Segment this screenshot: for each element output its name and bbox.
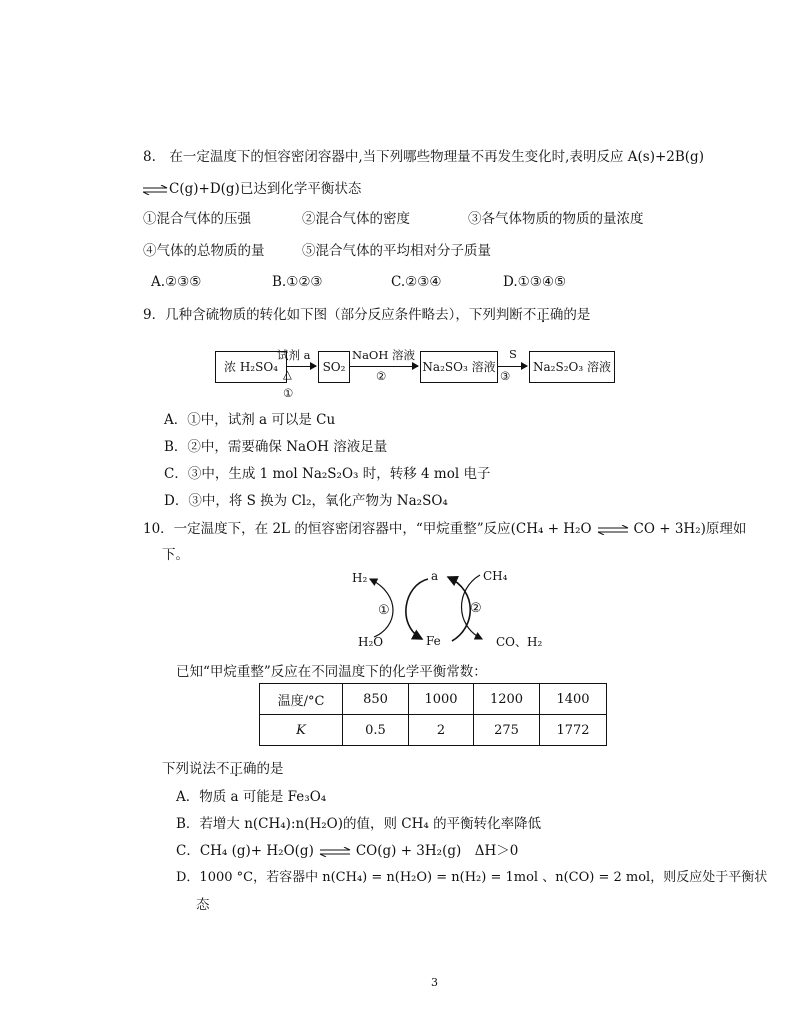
page-number: 3	[431, 976, 438, 989]
table-cell: 1200	[474, 684, 540, 715]
box-na2s2o3: Na₂S₂O₃ 溶液	[529, 351, 615, 383]
q10-option-b: B．若增大 n(CH₄):n(H₂O)的值，则 CH₄ 的平衡转化率降低	[176, 816, 542, 832]
equilibrium-arrow-icon	[143, 185, 169, 195]
label-a: a	[431, 569, 439, 583]
arrow-3-number: ③	[500, 369, 511, 383]
q10-option-c-right: CO(g) + 3H₂(g) ΔH＞0	[355, 843, 519, 859]
label-ch4: CH₄	[483, 569, 508, 583]
arrow-2	[349, 366, 418, 367]
box-so2: SO₂	[318, 351, 350, 383]
q9-stem-suffix: 的是	[563, 307, 591, 323]
label-co-h2: CO、H₂	[496, 635, 543, 649]
q9-stem-prefix: 9．几种含硫物质的转化如下图（部分反应条件略去），下列判断	[143, 307, 523, 323]
q9-stem	[143, 306, 590, 324]
arrow-1-heat: △	[283, 367, 292, 381]
q10-question-suffix: 的是	[256, 761, 284, 777]
label-fe: Fe	[426, 634, 441, 648]
q10-option-a: A．物质 a 可能是 Fe₃O₄	[176, 789, 327, 805]
q10-known-text: 已知“甲烷重整”反应在不同温度下的化学平衡常数：	[176, 664, 487, 680]
q8-item-1: ①混合气体的压强	[143, 211, 251, 227]
q10-stem-line1-a: 10．一定温度下，在 2L 的恒容密闭容器中，“甲烷重整”反应(CH₄ + H₂O	[143, 521, 592, 537]
q9-option-a: A．①中，试剂 a 可以是 Cu	[164, 412, 336, 428]
q8-item-2: ②混合气体的密度	[302, 211, 410, 227]
table-cell: 1772	[540, 715, 607, 746]
arrow-2-number: ②	[376, 369, 387, 383]
arrow-3	[497, 366, 527, 367]
q8-option-a: A.②③⑤	[151, 274, 202, 290]
q8-stem-line2-wrap	[143, 180, 361, 198]
arrow-3-top-label: S	[509, 347, 517, 361]
q10-stem-line1-b: CO + 3H₂)原理如	[633, 521, 747, 537]
table-cell: 850	[343, 684, 409, 715]
q10-option-d-line2: 态	[196, 897, 210, 913]
q8-item-4: ④气体的总物质的量	[143, 243, 265, 259]
q9-stem-emphasis: 不正确	[522, 307, 564, 323]
table-cell: 1400	[540, 684, 607, 715]
q10-option-c-left: C．CH₄ (g)+ H₂O(g)	[176, 843, 314, 859]
table-row	[260, 684, 607, 715]
q8-item-3: ③各气体物质的物质的量浓度	[468, 211, 644, 227]
q10-option-c	[176, 842, 518, 860]
arrow-1-top-label: 试剂 a	[277, 348, 311, 362]
q10-question	[162, 760, 284, 778]
q9-option-c: C．③中，生成 1 mol Na₂S₂O₃ 时，转移 4 mol 电子	[164, 466, 491, 482]
q10-stem-line2: 下。	[162, 547, 189, 563]
q8-stem-line1: 8. 在一定温度下的恒容密闭容器中,当下列哪些物理量不再发生变化时,表明反应 A(s)+2B(g)	[143, 149, 704, 165]
q8-stem-line2: C(g)+D(g)已达到化学平衡状态	[169, 181, 362, 197]
label-step-1: ①	[378, 603, 390, 618]
q10-question-prefix: 下列说法	[162, 761, 216, 777]
cycle-right-arc	[448, 577, 470, 641]
q8-option-d: D.①③④⑤	[503, 274, 567, 290]
box-conc-h2so4: 浓 H₂SO₄	[215, 351, 287, 383]
arrow-2-top-label: NaOH 溶液	[352, 348, 416, 362]
q8-option-b: B.①②③	[272, 274, 323, 290]
label-step-2: ②	[470, 601, 482, 616]
q10-question-emphasis: 不正确	[216, 761, 257, 777]
table-header-temp: 温度/°C	[260, 684, 343, 715]
equilibrium-arrow-icon	[596, 525, 630, 535]
q9-option-b: B．②中，需要确保 NaOH 溶液足量	[164, 439, 388, 455]
label-h2: H₂	[352, 571, 368, 585]
q8-option-c: C.②③④	[391, 274, 442, 290]
table-cell: 0.5	[343, 715, 409, 746]
equilibrium-constant-table	[259, 683, 607, 746]
arrow-1-number: ①	[283, 386, 294, 400]
q8-item-5: ⑤混合气体的平均相对分子质量	[302, 243, 491, 259]
table-header-k: K	[260, 715, 343, 746]
table-cell: 1000	[409, 684, 474, 715]
q10-option-d-line1: D．1000 °C，若容器中 n(CH₄) = n(H₂O) = n(H₂) = 1mol 、n(CO) = 2 mol，则反应处于平衡状	[176, 870, 768, 885]
q9-option-d: D．③中，将 S 换为 Cl₂，氧化产物为 Na₂SO₄	[164, 493, 448, 509]
table-row	[260, 715, 607, 746]
cycle-left-arc	[406, 579, 428, 639]
box-na2so3: Na₂SO₃ 溶液	[420, 351, 498, 383]
q10-stem-line1	[143, 520, 746, 538]
label-h2o: H₂O	[358, 635, 384, 649]
table-cell: 275	[474, 715, 540, 746]
equilibrium-arrow-icon	[318, 847, 352, 857]
table-cell: 2	[409, 715, 474, 746]
